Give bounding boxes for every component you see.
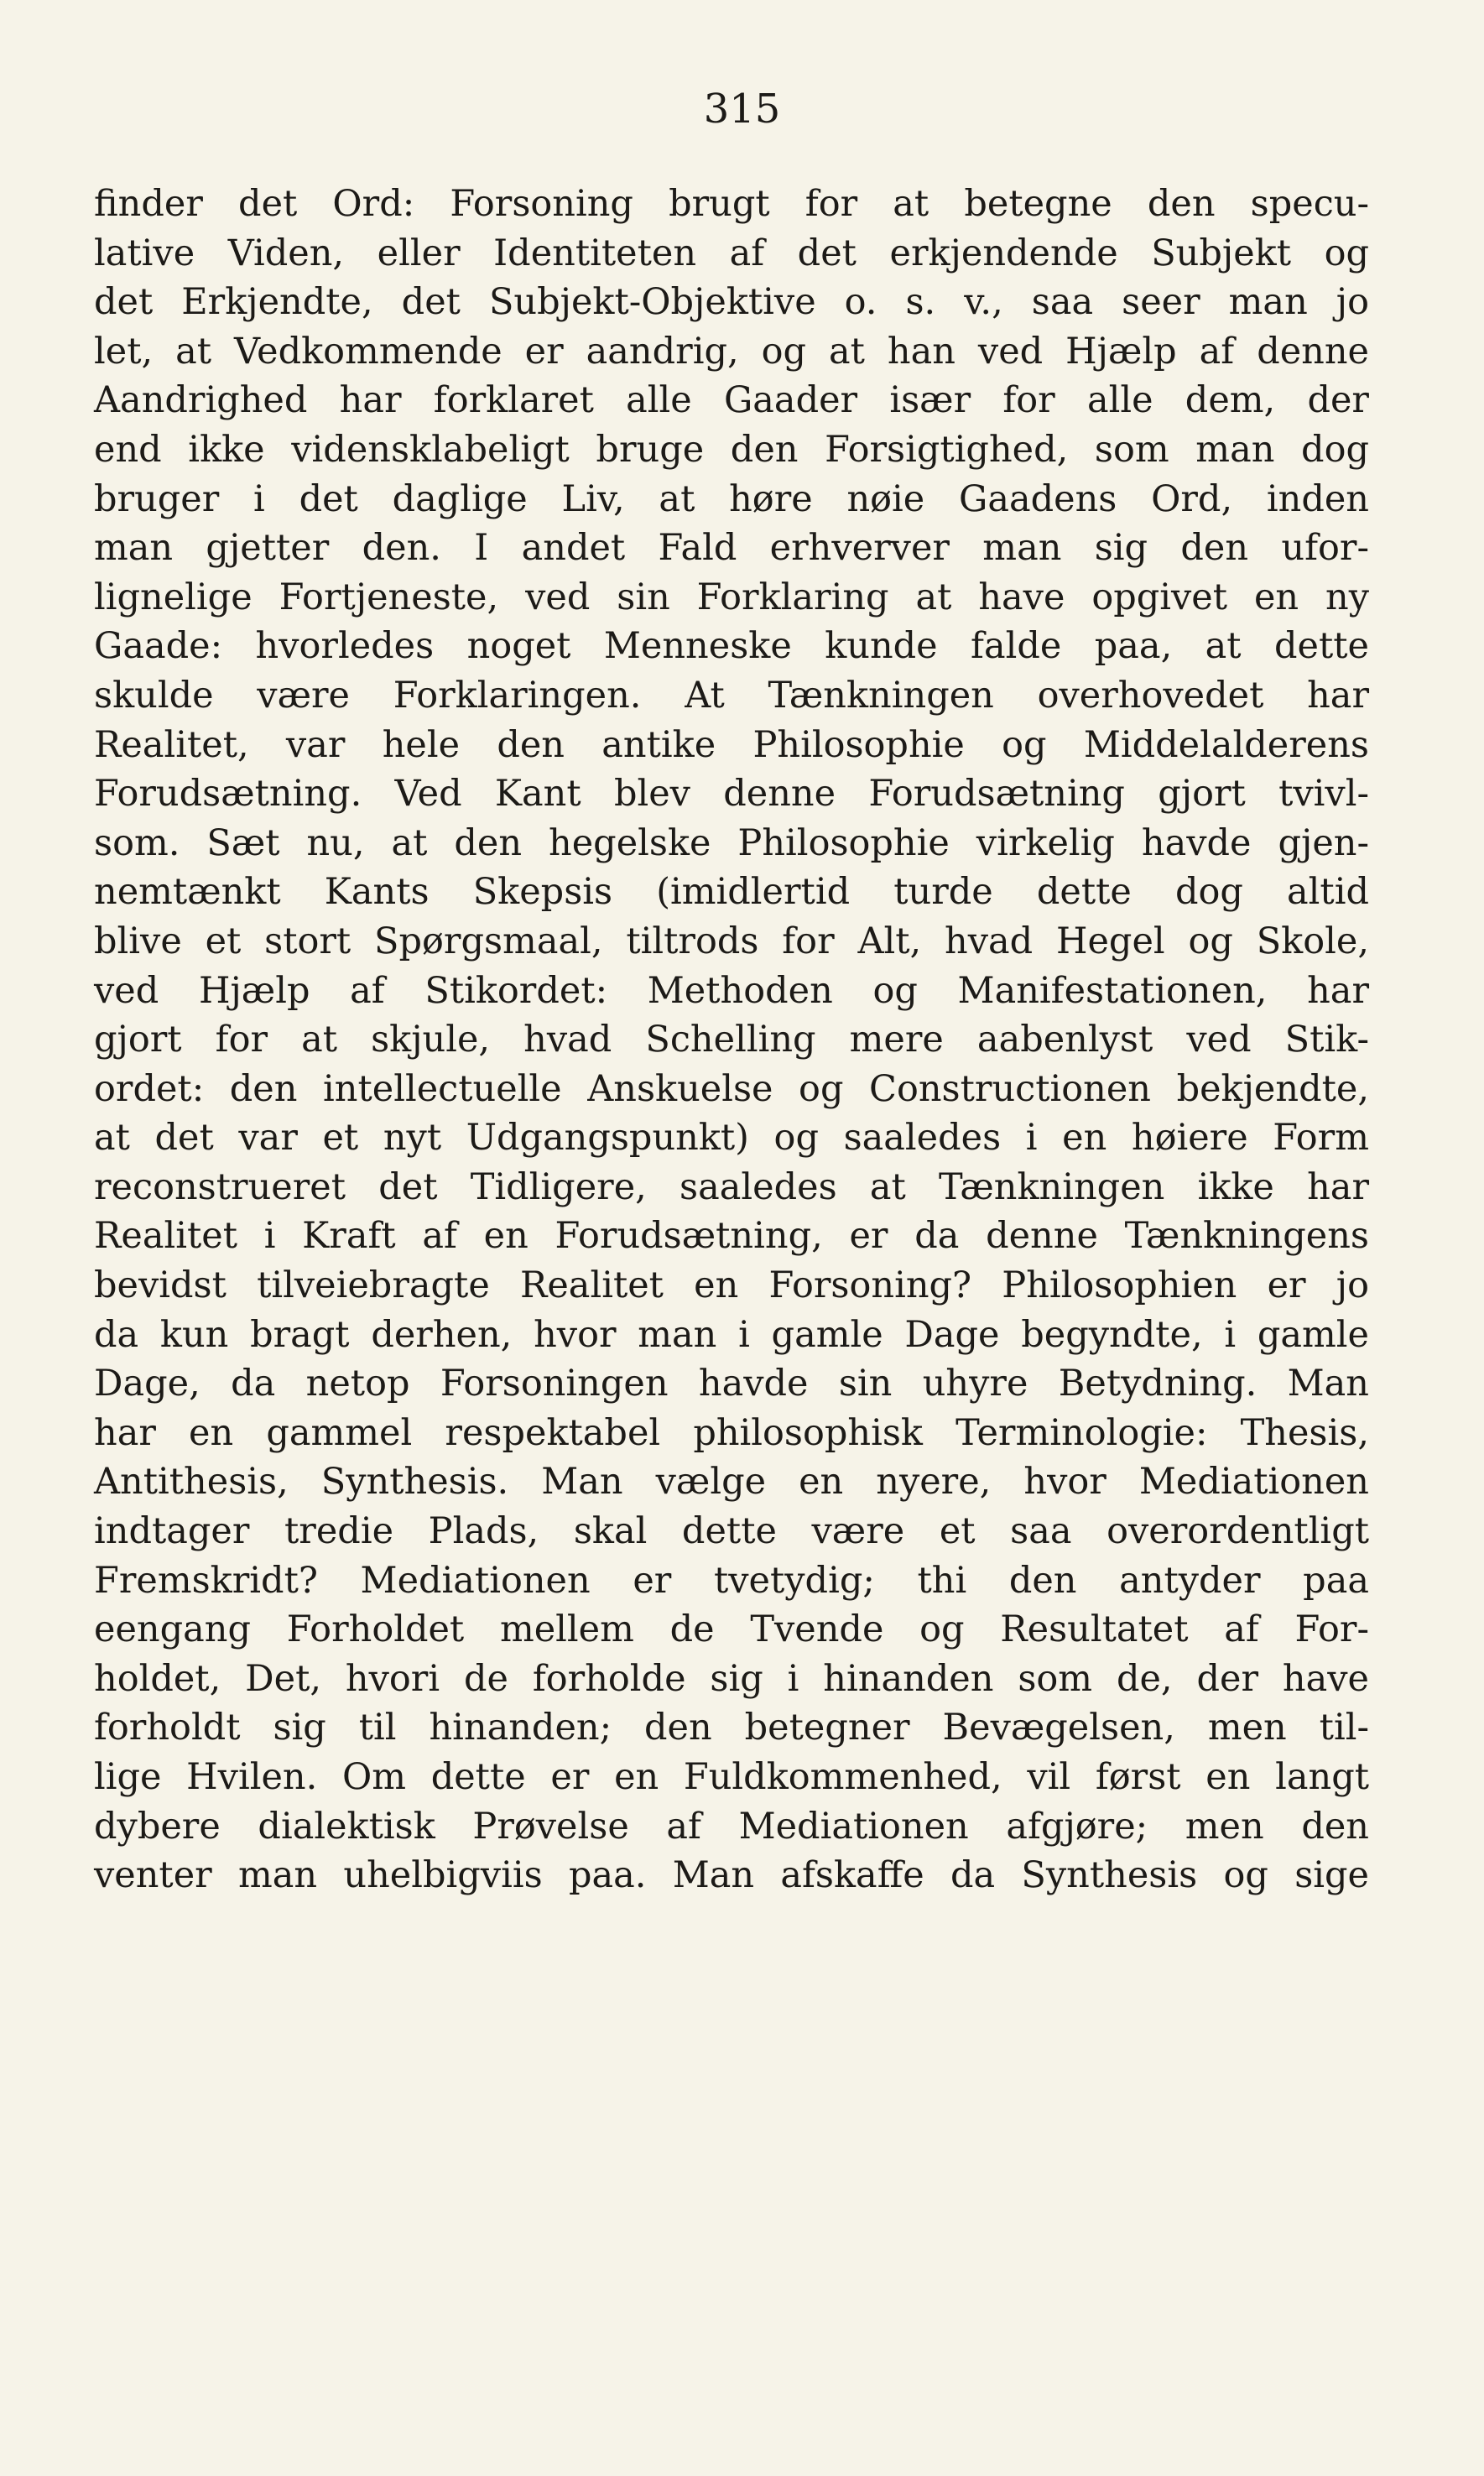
text-line: Antithesis, Synthesis. Man vælge en nyere, hvor Mediationen xyxy=(94,1461,1369,1504)
body-text xyxy=(94,180,1369,1900)
text-line: bruger i det daglige Liv, at høre nøie Gaadens Ord, inden xyxy=(94,477,1369,520)
text-line: gjort for at skjule, hvad Schelling mere aabenlyst ved Stik- xyxy=(94,1019,1369,1061)
text-line: forholdt sig til hinanden; den betegner Bevægelsen, men til- xyxy=(94,1707,1369,1749)
text-line: nemtænkt Kants Skepsis (imidlertid turde dette dog altid xyxy=(94,871,1369,914)
text-line: det Erkjendte, det Subjekt-Objektive o. s. v., saa seer man jo xyxy=(94,281,1369,324)
text-line: har en gammel respektabel philosophisk Terminologie: Thesis, xyxy=(94,1411,1369,1454)
text-line: Realitet, var hele den antike Philosophie og Middelalderens xyxy=(94,723,1369,766)
text-line: da kun bragt derhen, hvor man i gamle Dage begyndte, i gamle xyxy=(94,1313,1369,1356)
text-line: lignelige Fortjeneste, ved sin Forklaring at have opgivet en ny xyxy=(94,576,1369,618)
text-line: holdet, Det, hvori de forholde sig i hinanden som de, der have xyxy=(94,1657,1369,1700)
text-line: man gjetter den. I andet Fald erhverver man sig den ufor- xyxy=(94,527,1369,570)
text-line: bevidst tilveiebragte Realitet en Forsoning? Philosophien er jo xyxy=(94,1264,1369,1307)
text-line: end ikke vidensklabeligt bruge den Forsigtighed, som man dog xyxy=(94,428,1369,471)
text-line: som. Sæt nu, at den hegelske Philosophie virkelig havde gjen- xyxy=(94,821,1369,864)
text-line: let, at Vedkommende er aandrig, og at han ved Hjælp af denne xyxy=(94,330,1369,373)
text-line: indtager tredie Plads, skal dette være et saa overordentligt xyxy=(94,1510,1369,1553)
text-line: skulde være Forklaringen. At Tænkningen overhovedet har xyxy=(94,674,1369,717)
text-line: ved Hjælp af Stikordet: Methoden og Manifestationen, har xyxy=(94,969,1369,1012)
text-line: Fremskridt? Mediationen er tvetydig; thi den antyder paa xyxy=(94,1559,1369,1602)
text-line: Realitet i Kraft af en Forudsætning, er da denne Tænkningens xyxy=(94,1215,1369,1258)
text-line: Forudsætning. Ved Kant blev denne Forudsætning gjort tvivl- xyxy=(94,773,1369,816)
text-line: reconstrueret det Tidligere, saaledes at Tænkningen ikke har xyxy=(94,1165,1369,1208)
text-line: venter man uhelbigviis paa. Man afskaffe da Synthesis og sige xyxy=(94,1854,1369,1897)
text-line: blive et stort Spørgsmaal, tiltrods for Alt, hvad Hegel og Skole, xyxy=(94,920,1369,962)
text-line: Aandrighed har forklaret alle Gaader især for alle dem, der xyxy=(94,379,1369,422)
text-line: finder det Ord: Forsoning brugt for at betegne den specu- xyxy=(94,183,1369,225)
text-line: ordet: den intellectuelle Anskuelse og Constructionen bekjendte, xyxy=(94,1067,1369,1110)
text-line: eengang Forholdet mellem de Tvende og Resultatet af For- xyxy=(94,1608,1369,1651)
text-line: dybere dialektisk Prøvelse af Mediationen afgjøre; men den xyxy=(94,1805,1369,1848)
text-line: lige Hvilen. Om dette er en Fuldkommenhed, vil først en langt xyxy=(94,1756,1369,1798)
text-line: lative Viden, eller Identiteten af det erkjendende Subjekt og xyxy=(94,232,1369,274)
text-line: Gaade: hvorledes noget Menneske kunde falde paa, at dette xyxy=(94,625,1369,668)
page-number: 315 xyxy=(703,86,781,133)
text-line: Dage, da netop Forsoningen havde sin uhyre Betydning. Man xyxy=(94,1363,1369,1405)
text-line: at det var et nyt Udgangspunkt) og saaledes i en høiere Form xyxy=(94,1117,1369,1160)
